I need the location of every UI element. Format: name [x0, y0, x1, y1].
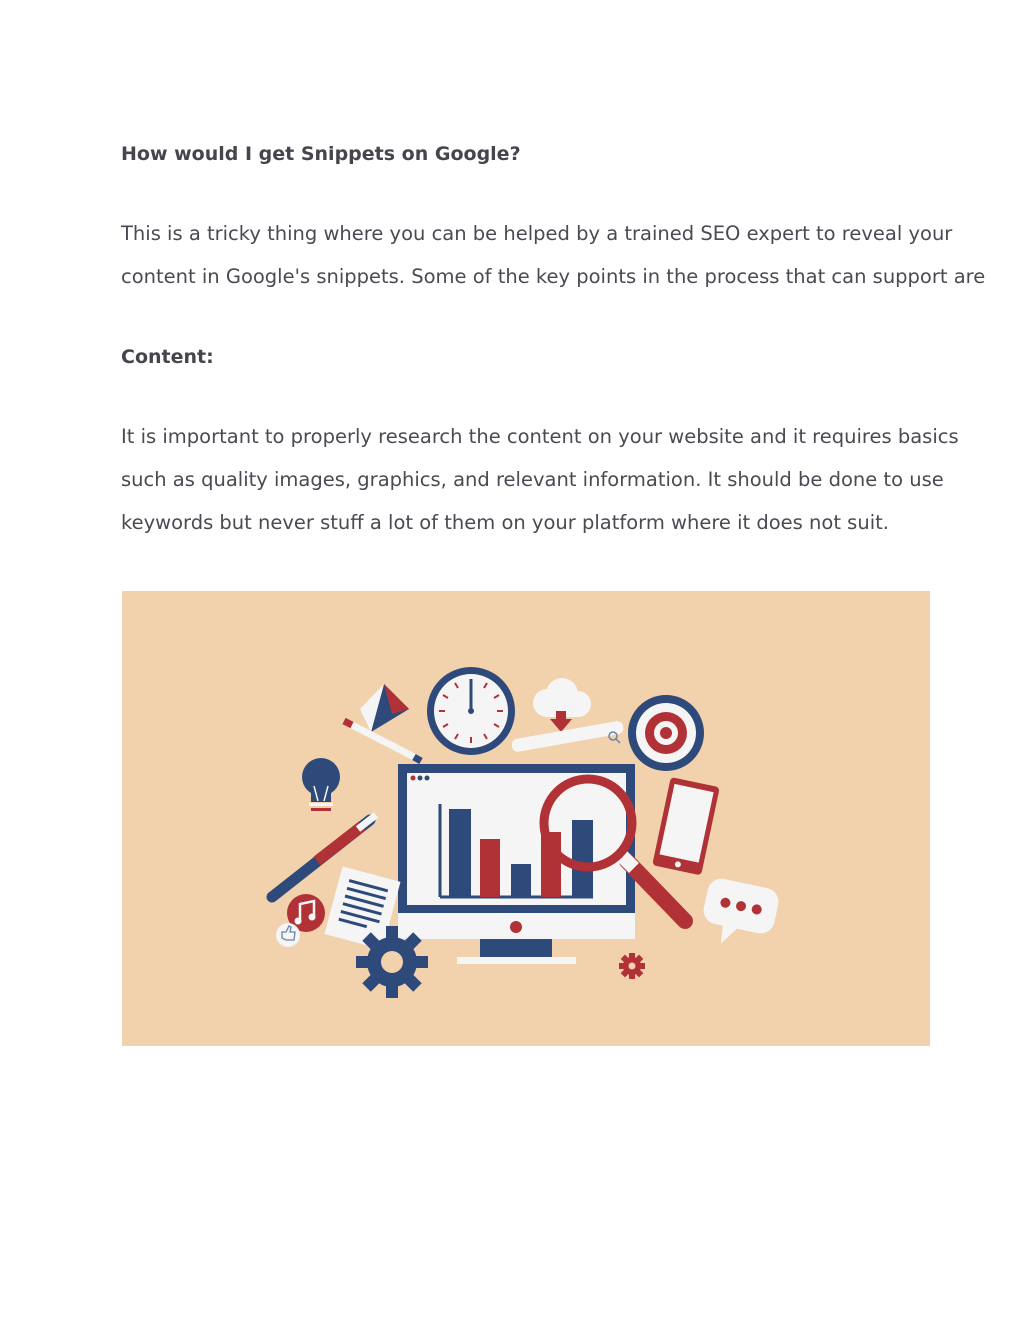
section-heading-content: Content:	[121, 346, 214, 368]
pencil-icon	[344, 721, 421, 761]
content-paragraph: It is important to properly research the content on your website and it requires basics such as quality images, graphics, and relevant information. It should be done to use keywords but never stuff a lot of them on your platform where it does not suit.	[121, 425, 959, 534]
section-heading-snippets: How would I get Snippets on Google?	[121, 143, 521, 165]
gear-icon	[619, 953, 645, 979]
paper-plane-icon	[360, 684, 409, 732]
chat-bubble-icon	[697, 876, 781, 954]
gear-icon	[356, 926, 428, 998]
clock-icon	[427, 667, 515, 755]
thumbs-up-icon	[276, 923, 300, 947]
lightbulb-icon	[302, 758, 340, 811]
seo-illustration	[122, 591, 930, 1046]
search-bar-icon	[511, 720, 625, 752]
phone-icon	[652, 777, 720, 875]
cloud-download-icon	[533, 678, 591, 732]
intro-paragraph: This is a tricky thing where you can be helped by a trained SEO expert to reveal your content in Google's snippets. Some of the key points in the process that can support are	[121, 222, 986, 288]
target-icon	[628, 695, 704, 771]
